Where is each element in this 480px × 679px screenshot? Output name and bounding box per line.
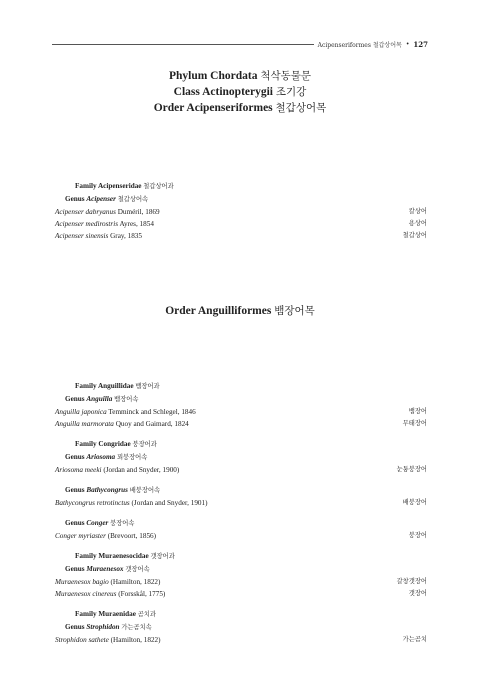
genus-prefix: Genus <box>65 453 85 461</box>
genus-row <box>55 484 427 497</box>
section-acipenseridae <box>55 180 427 242</box>
genus-row <box>55 393 427 406</box>
genus-name: Bathycongrus <box>86 486 128 494</box>
heading-order-anguilliformes <box>0 303 480 319</box>
phylum-name: Phylum Chordata <box>168 70 258 82</box>
family-row <box>55 550 427 563</box>
genus-row <box>55 621 427 634</box>
order-korean: 철갑상어목 <box>275 102 327 114</box>
species-row <box>55 206 427 218</box>
species-row <box>55 406 427 418</box>
genus-row <box>55 563 427 576</box>
species-name: Ariosoma meeki <box>55 466 102 474</box>
genus-korean: 꾀붕장어속 <box>116 454 148 461</box>
genus-korean: 붕장어속 <box>110 520 135 527</box>
genus-prefix: Genus <box>65 519 85 527</box>
species-name: Anguilla japonica <box>55 408 107 416</box>
species-author: (Jordan and Snyder, 1900) <box>103 466 180 474</box>
family-korean: 철갑상어과 <box>143 183 174 190</box>
species-row <box>55 497 427 509</box>
family-row <box>55 180 427 193</box>
species-row <box>55 530 427 542</box>
species-author: Gray, 1835 <box>110 232 142 240</box>
section-anguilliformes <box>55 380 427 646</box>
heading-phylum-class-order <box>0 68 480 116</box>
species-common-name: 철갑상어 <box>402 232 427 239</box>
heading-line-order <box>0 100 480 116</box>
genus-prefix: Genus <box>65 395 85 403</box>
genus-korean: 가는곰치속 <box>121 624 152 631</box>
family-korean: 붕장어과 <box>132 441 157 448</box>
species-row <box>55 218 427 230</box>
genus-name: Anguilla <box>86 395 113 403</box>
species-name: Bathycongrus retrotinctus <box>55 499 130 507</box>
genus-prefix: Genus <box>65 565 85 573</box>
running-header <box>52 38 428 50</box>
family-korean: 곰치과 <box>137 611 156 618</box>
species-name: Anguilla marmorata <box>55 420 114 428</box>
species-common-name: 배붕장어 <box>402 499 427 506</box>
genus-row <box>55 451 427 464</box>
species-common-name: 눈퉁붕장어 <box>396 466 427 473</box>
species-common-name: 가는곰치 <box>402 636 427 643</box>
species-name: Muraenesox cinereus <box>55 590 117 598</box>
family-korean: 뱀장어과 <box>135 383 160 390</box>
species-name: Conger myriaster <box>55 532 106 540</box>
family-name: Family Acipenseridae <box>75 182 142 190</box>
species-common-name: 칼상어 <box>408 208 427 215</box>
species-common-name: 갯장어 <box>408 590 427 597</box>
species-row <box>55 464 427 476</box>
family-name: Family Muraenidae <box>75 610 136 618</box>
family-row <box>55 608 427 621</box>
species-author: (Jordan and Snyder, 1901) <box>131 499 208 507</box>
genus-name: Conger <box>86 519 109 527</box>
species-author: Temminck and Schlegel, 1846 <box>108 408 196 416</box>
genus-prefix: Genus <box>65 623 85 631</box>
species-common-name: 갈창갯장어 <box>396 578 427 585</box>
family-name: Family Muraenesocidae <box>75 552 149 560</box>
phylum-korean: 척삭동물문 <box>260 70 312 82</box>
species-row <box>55 576 427 588</box>
class-name: Class Actinopterygii <box>173 86 274 98</box>
class-korean: 조기강 <box>275 86 307 98</box>
species-name: Acipenser medirostris <box>55 220 119 228</box>
genus-prefix: Genus <box>65 486 85 494</box>
genus-name: Muraenesox <box>86 565 124 573</box>
genus-row <box>55 193 427 206</box>
species-row <box>55 230 427 242</box>
family-row <box>55 438 427 451</box>
genus-name: Strophidon <box>86 623 120 631</box>
species-name: Strophidon sathete <box>55 636 109 644</box>
genus-prefix: Genus <box>65 195 85 203</box>
family-row <box>55 380 427 393</box>
species-name: Acipenser sinensis <box>55 232 109 240</box>
family-korean: 갯장어과 <box>150 553 175 560</box>
page-number: 127 <box>413 39 428 49</box>
species-name: Muraenesox bagio <box>55 578 109 586</box>
species-author: (Brevoort, 1856) <box>107 532 157 540</box>
species-author: (Hamilton, 1822) <box>110 578 161 586</box>
species-common-name: 무태장어 <box>402 420 427 427</box>
genus-korean: 뱀장어속 <box>114 396 139 403</box>
heading-line-class <box>0 84 480 100</box>
species-row <box>55 418 427 430</box>
family-name: Family Congridae <box>75 440 131 448</box>
running-header-title: Acipenseriformes 철갑상어목 <box>317 41 402 49</box>
species-author: Ayres, 1854 <box>119 220 154 228</box>
species-author: Duméril, 1869 <box>117 208 160 216</box>
order-name: Order Acipenseriformes <box>153 102 273 114</box>
header-bullet: • <box>405 40 410 48</box>
header-rule <box>52 44 314 45</box>
species-common-name: 뱀장어 <box>408 408 427 415</box>
genus-name: Acipenser <box>86 195 116 203</box>
species-author: Quoy and Gaimard, 1824 <box>115 420 189 428</box>
genus-korean: 배붕장어속 <box>129 487 161 494</box>
species-row <box>55 588 427 600</box>
heading-line-order <box>0 303 480 319</box>
genus-name: Ariosoma <box>86 453 116 461</box>
heading-line-phylum <box>0 68 480 84</box>
order-korean: 뱀장어목 <box>274 305 315 317</box>
species-common-name: 붕장어 <box>408 532 427 539</box>
genus-row <box>55 517 427 530</box>
species-name: Acipenser dabryanus <box>55 208 116 216</box>
species-author: (Forsskål, 1775) <box>118 590 166 598</box>
species-row <box>55 634 427 646</box>
family-name: Family Anguillidae <box>75 382 134 390</box>
genus-korean: 철갑상어속 <box>117 196 149 203</box>
order-name: Order Anguilliformes <box>165 305 272 317</box>
species-common-name: 용상어 <box>408 220 427 227</box>
species-author: (Hamilton, 1822) <box>110 636 161 644</box>
genus-korean: 갯장어속 <box>125 566 150 573</box>
